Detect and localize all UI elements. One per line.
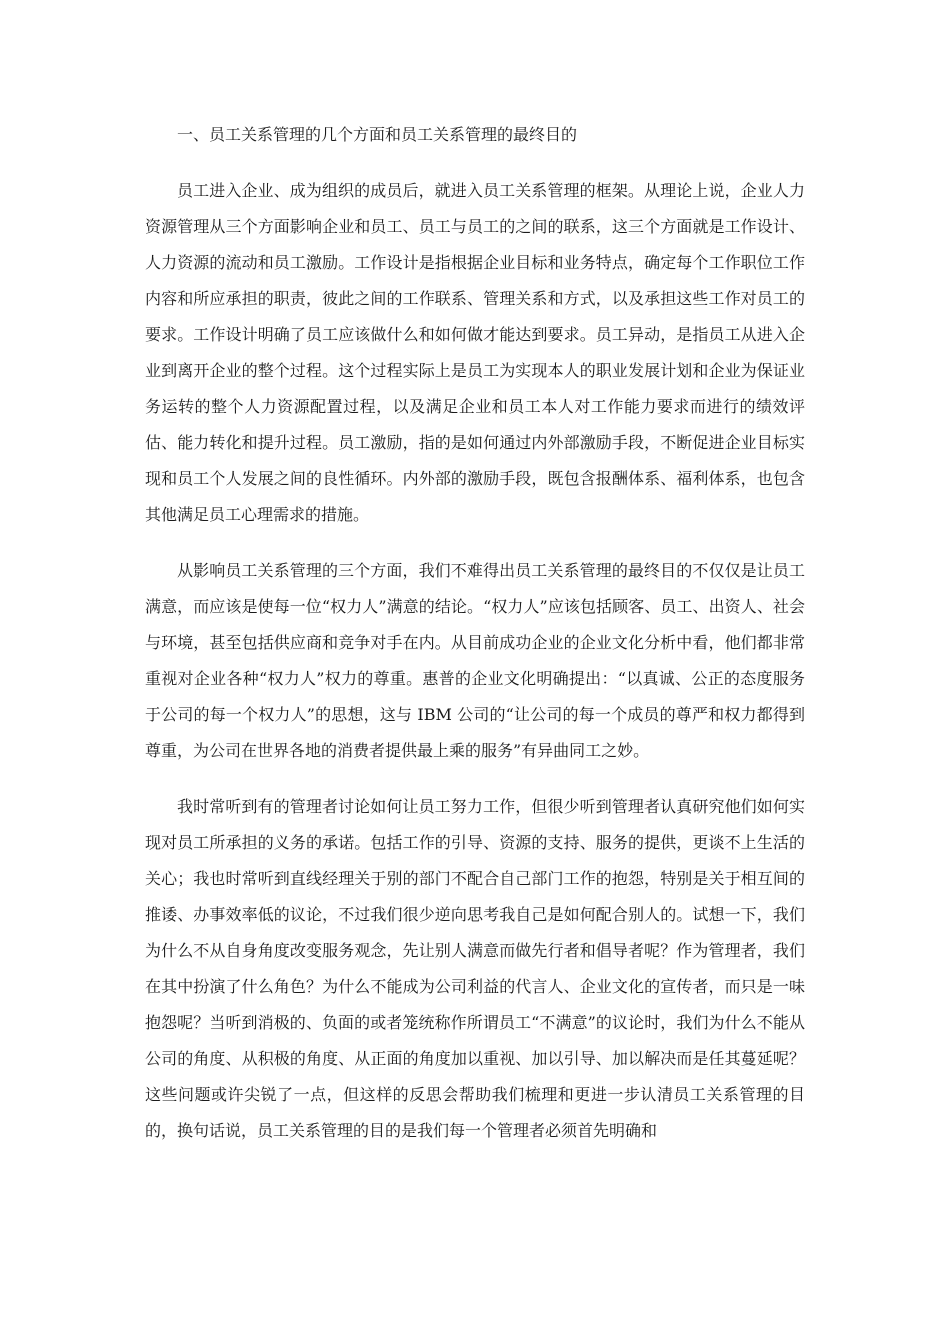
document-body bbox=[145, 117, 805, 1169]
paragraph-3: 我时常听到有的管理者讨论如何让员工努力工作，但很少听到管理者认真研究他们如何实现对员工所承担的义务的承诺。包括工作的引导、资源的支持、服务的提供，更谈不上生活的关心；我也时常听到直线经理关于别的部门不配合自己部门工作的抱怨，特别是关于相互间的推诿、办事效率低的议论，不过我们很少逆向思考我自己是如何配合别人的。试想一下，我们为什么不从自身角度改变服务观念，先让别人满意而做先行者和倡导者呢？作为管理者，我们在其中扮演了什么角色？为什么不能成为公司利益的代言人、企业文化的宣传者，而只是一味抱怨呢？当听到消极的、负面的或者笼统称作所谓员工“不满意”的议论时，我们为什么不能从公司的角度、从积极的角度、从正面的角度加以重视、加以引导、加以解决而是任其蔓延呢？这些问题或许尖锐了一点，但这样的反思会帮助我们梳理和更进一步认清员工关系管理的目的，换句话说，员工关系管理的目的是我们每一个管理者必须首先明确和 bbox=[145, 797, 805, 1140]
section-heading: 一、员工关系管理的几个方面和员工关系管理的最终目的 bbox=[177, 125, 578, 144]
paragraph-2: 从影响员工关系管理的三个方面，我们不难得出员工关系管理的最终目的不仅仅是让员工满意，而应该是使每一位“权力人”满意的结论。“权力人”应该包括顾客、员工、出资人、社会与环境，甚至包括供应商和竞争对手在内。从目前成功企业的企业文化分析中看，他们都非常重视对企业各种“权力人”权力的尊重。惠普的企业文化明确提出：“以真诚、公正的态度服务于公司的每一个权力人”的思想，这与 IBM 公司的“让公司的每一个成员的尊严和权力都得到尊重，为公司在世界各地的消费者提供最上乘的服务”有异曲同工之妙。 bbox=[145, 561, 805, 760]
paragraph-1: 员工进入企业、成为组织的成员后，就进入员工关系管理的框架。从理论上说，企业人力资源管理从三个方面影响企业和员工、员工与员工的之间的联系，这三个方面就是工作设计、人力资源的流动和员工激励。工作设计是指根据企业目标和业务特点，确定每个工作职位工作内容和所应承担的职责，彼此之间的工作联系、管理关系和方式，以及承担这些工作对员工的要求。工作设计明确了员工应该做什么和如何做才能达到要求。员工异动，是指员工从进入企业到离开企业的整个过程。这个过程实际上是员工为实现本人的职业发展计划和企业为保证业务运转的整个人力资源配置过程，以及满足企业和员工本人对工作能力要求而进行的绩效评估、能力转化和提升过程。员工激励，指的是如何通过内外部激励手段，不断促进企业目标实现和员工个人发展之间的良性循环。内外部的激励手段，既包含报酬体系、福利体系，也包含其他满足员工心理需求的措施。 bbox=[145, 181, 805, 524]
